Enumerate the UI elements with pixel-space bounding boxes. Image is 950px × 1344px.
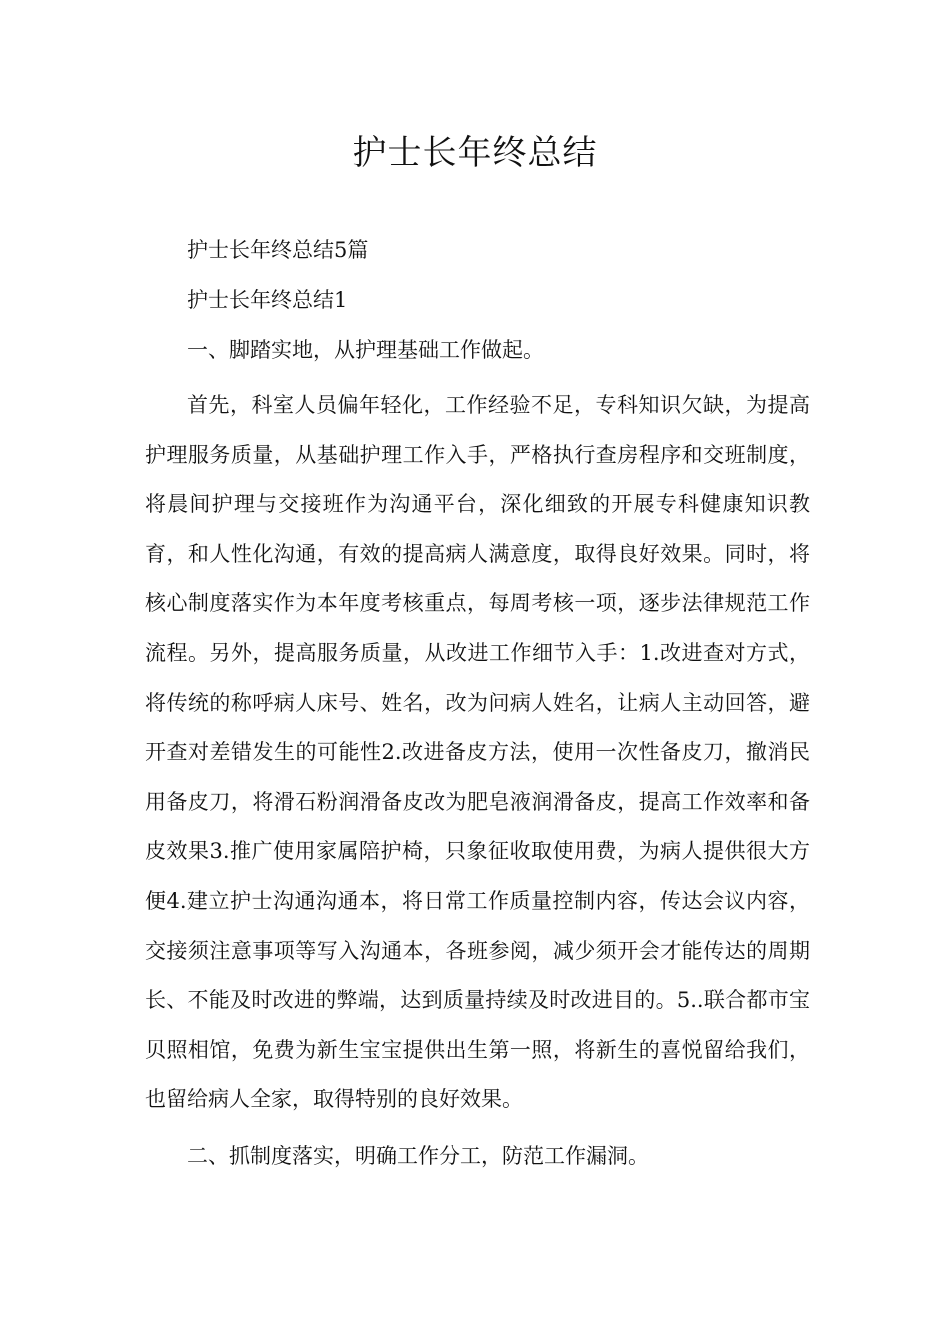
point-heading-2: 二、抓制度落实，明确工作分工，防范工作漏洞。: [187, 1143, 649, 1168]
document-subtitle: 护士长年终总结5篇: [187, 238, 369, 262]
document-title: 护士长年终总结: [352, 133, 598, 173]
point-heading-1: 一、脚踏实地，从护理基础工作做起。: [187, 338, 544, 362]
document-body: [145, 231, 810, 1187]
section-heading: 护士长年终总结1: [187, 288, 348, 312]
body-paragraph: 首先，科室人员偏年轻化，工作经验不足，专科知识欠缺，为提高护理服务质量，从基础护理工作入手，严格执行查房程序和交班制度，将晨间护理与交接班作为沟通平台，深化细致的开展专科健康知识教育，和人性化沟通，有效的提高病人满意度，取得良好效果。同时，将核心制度落实作为本年度考核重点，每周考核一项，逐步法律规范工作流程。另外，提高服务质量，从改进工作细节入手：1.改进查对方式，将传统的称呼病人床号、姓名，改为问病人姓名，让病人主动回答，避开查对差错发生的可能性2.改进备皮方法，使用一次性备皮刀，撤消民用备皮刀，将滑石粉润滑备皮改为肥皂液润滑备皮，提高工作效率和备皮效果3.推广使用家属陪护椅，只象征收取使用费，为病人提供很大方便4.建立护士沟通沟通本，将日常工作质量控制内容，传达会议内容，交接须注意事项等写入沟通本，各班参阅，减少须开会才能传达的周期长、不能及时改进的弊端，达到质量持续及时改进目的。5..联合都市宝贝照相馆，免费为新生宝宝提供出生第一照，将新生的喜悦留给我们，也留给病人全家，取得特别的良好效果。: [145, 393, 810, 1112]
